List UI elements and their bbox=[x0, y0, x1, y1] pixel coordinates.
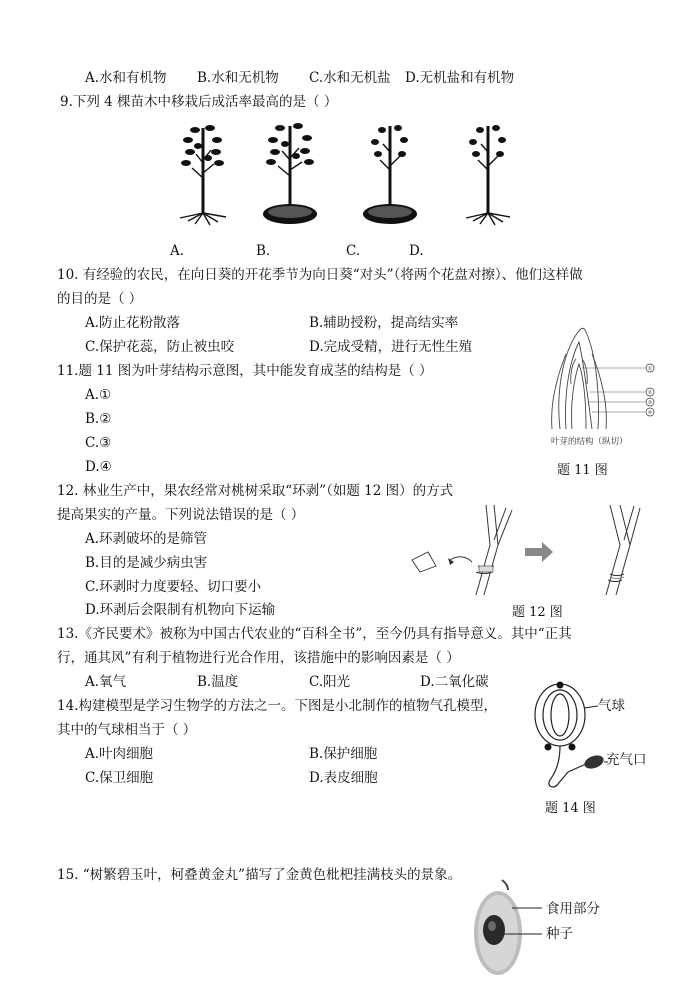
q10-option-a: A.防止花粉散落 bbox=[85, 315, 181, 331]
q15-stem: 15. “树繁碧玉叶，柯叠黄金丸”描写了金黄色枇杷挂满枝头的景象。 bbox=[57, 867, 462, 883]
q12-stem-line2: 提高果实的产量。下列说法错误的是（ ） bbox=[57, 507, 305, 523]
seedling-d bbox=[466, 125, 510, 225]
q14-option-a: A.叶肉细胞 bbox=[85, 746, 154, 762]
q13-option-d: D.二氧化碳 bbox=[420, 674, 489, 690]
seedling-b bbox=[263, 123, 317, 224]
q11-option-a: A.① bbox=[85, 387, 112, 403]
q10-option-b: B.辅助授粉，提高结实率 bbox=[309, 315, 459, 331]
q11-option-c: C.③ bbox=[85, 435, 112, 451]
q11-stem: 11.题 11 图为叶芽结构示意图，其中能发育成茎的结构是（ ） bbox=[57, 363, 433, 379]
q12-option-b: B.目的是减少病虫害 bbox=[85, 555, 208, 571]
bud-marker-1: ① bbox=[647, 366, 653, 372]
q9-stem: 9.下列 4 棵苗木中移栽后成活率最高的是（ ） bbox=[60, 94, 338, 110]
q13-option-a: A.氧气 bbox=[85, 674, 127, 690]
q14-option-d: D.表皮细胞 bbox=[309, 770, 378, 786]
q9-label-b: B. bbox=[256, 243, 271, 259]
bud-marker-4: ④ bbox=[647, 410, 653, 416]
q10-option-c: C.保护花蕊，防止被虫咬 bbox=[85, 339, 235, 355]
q8-option-c: C.水和无机盐 bbox=[309, 70, 391, 86]
bud-marker-2: ② bbox=[647, 390, 653, 396]
q14-caption: 题 14 图 bbox=[545, 801, 596, 816]
q10-stem-line1: 10. 有经验的农民，在向日葵的开花季节为向日葵“对头”（将两个花盘对擦）、他们这样做 bbox=[57, 267, 583, 283]
q9-label-a: A. bbox=[170, 243, 185, 259]
q13-option-c: C.阳光 bbox=[309, 674, 351, 690]
q13-option-b: B.温度 bbox=[197, 674, 239, 690]
girdling-figure bbox=[410, 500, 650, 600]
inlet-label: 充气口 bbox=[606, 752, 647, 768]
seedling-figure bbox=[170, 118, 530, 233]
q12-option-c: C.环剥时力度要轻、切口要小 bbox=[85, 579, 262, 595]
q11-caption: 题 11 图 bbox=[557, 463, 608, 478]
q12-option-d: D.环剥后会限制有机物向下运输 bbox=[85, 602, 276, 618]
balloon-label: 气球 bbox=[598, 698, 625, 714]
q14-stem-line2: 其中的气球相当于（ ） bbox=[57, 722, 197, 738]
q14-option-b: B.保护细胞 bbox=[309, 746, 378, 762]
q10-stem-line2: 的目的是（ ） bbox=[57, 291, 143, 307]
q8-option-d: D.无机盐和有机物 bbox=[405, 70, 515, 86]
q14-stem-line1: 14.构建模型是学习生物学的方法之一。下图是小北制作的植物气孔模型， bbox=[57, 698, 497, 714]
seed-label: 种子 bbox=[546, 926, 573, 942]
bud-marker-3: ③ bbox=[647, 400, 653, 406]
q12-caption: 题 12 图 bbox=[512, 605, 563, 620]
q9-label-c: C. bbox=[346, 243, 361, 259]
loquat-figure bbox=[470, 878, 550, 978]
q8-option-a: A.水和有机物 bbox=[85, 70, 167, 86]
leaf-bud-figure bbox=[548, 324, 668, 434]
leaf-bud-figure-label: 叶芽的结构（纵切） bbox=[551, 437, 628, 447]
edible-part-label: 食用部分 bbox=[546, 901, 600, 917]
q12-option-a: A.环剥破坏的是筛管 bbox=[85, 531, 208, 547]
q9-label-d: D. bbox=[409, 243, 424, 259]
q10-option-d: D.完成受精，进行无性生殖 bbox=[309, 339, 473, 355]
q11-option-b: B.② bbox=[85, 411, 112, 427]
q13-stem-line2: 行，通其风”有利于植物进行光合作用，该措施中的影响因素是（ ） bbox=[57, 650, 460, 666]
q13-stem-line1: 13.《齐民要术》被称为中国古代农业的“百科全书”，至今仍具有指导意义。其中“正其 bbox=[57, 626, 572, 642]
q12-stem-line1: 12. 林业生产中，果农经常对桃树采取“环剥”（如题 12 图）的方式 bbox=[57, 483, 454, 499]
q11-option-d: D.④ bbox=[85, 459, 112, 475]
q14-option-c: C.保卫细胞 bbox=[85, 770, 154, 786]
seedling-c bbox=[363, 125, 417, 224]
q8-option-b: B.水和无机物 bbox=[197, 70, 279, 86]
seedling-a bbox=[180, 125, 226, 225]
